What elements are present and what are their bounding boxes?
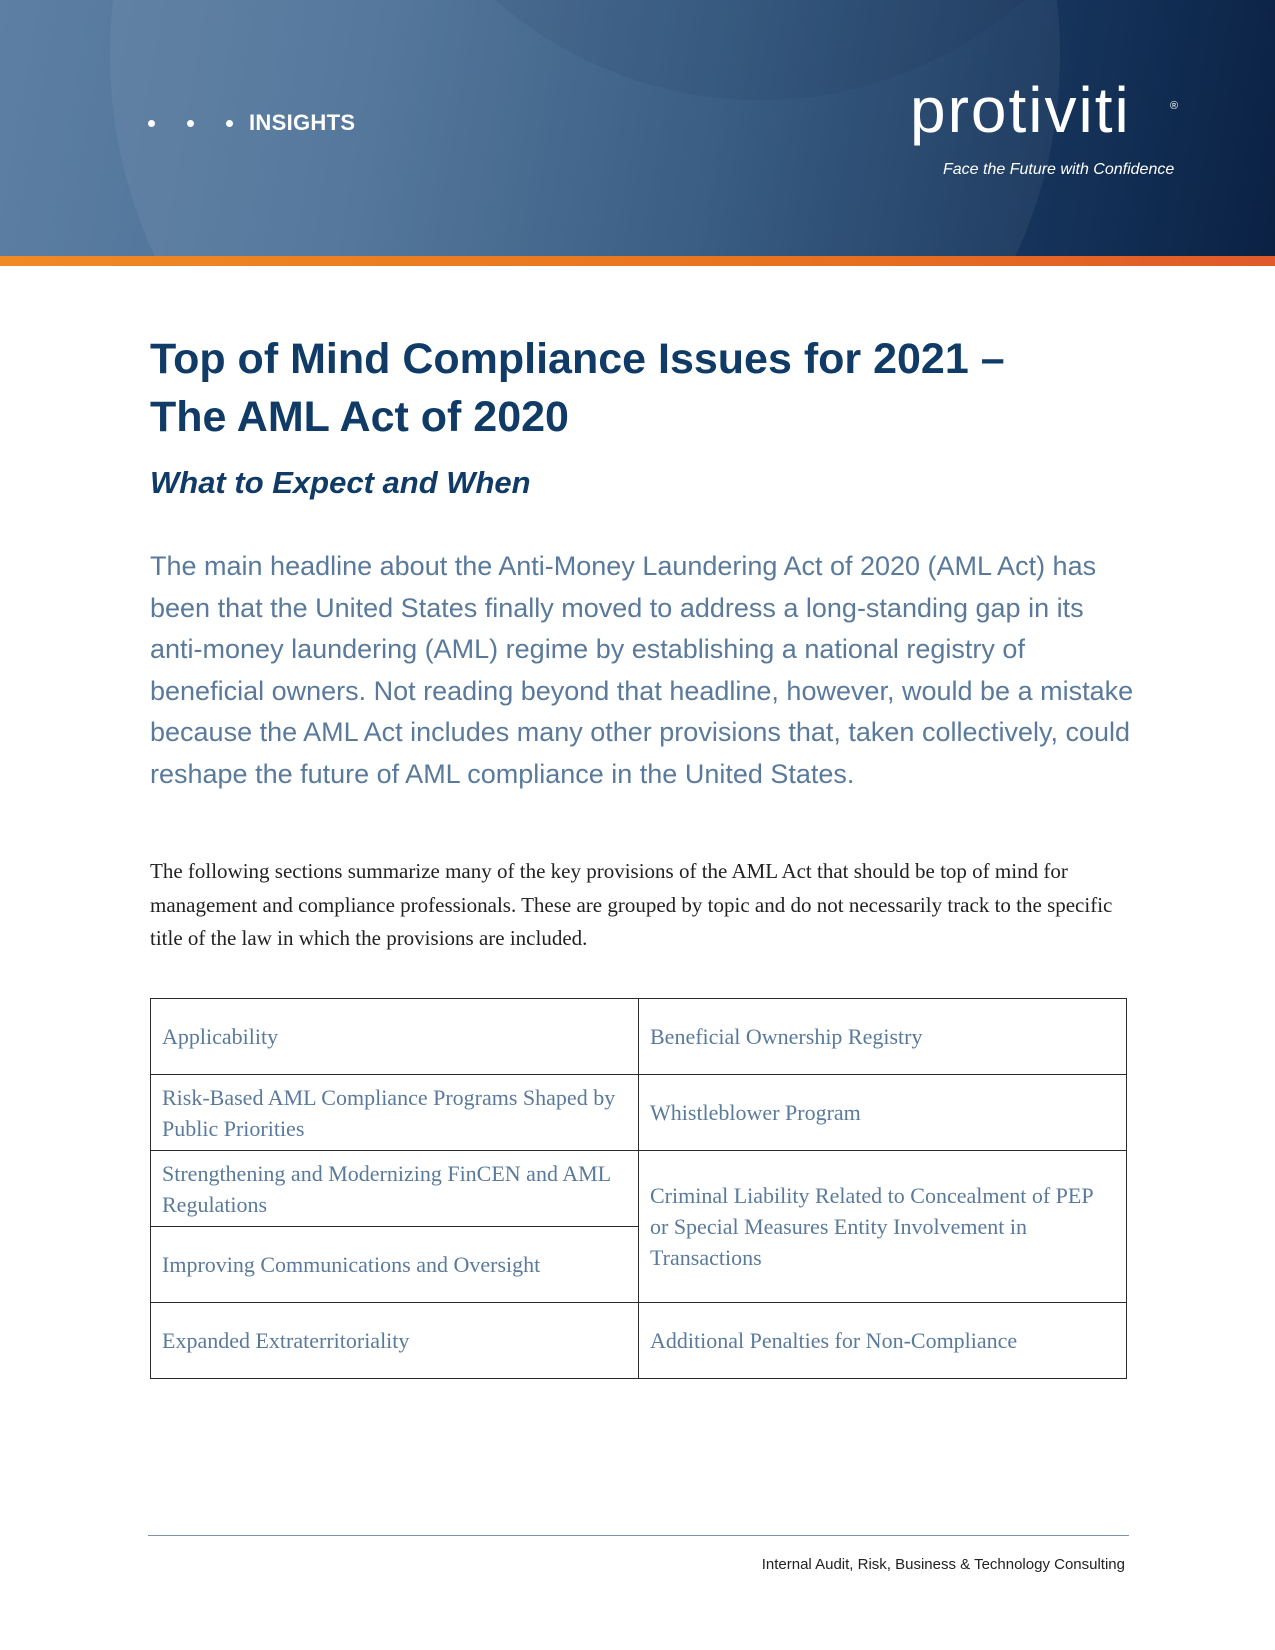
registered-mark: ®	[1170, 100, 1179, 112]
footer-divider	[148, 1535, 1129, 1536]
body-paragraph: The following sections summarize many of the key provisions of the AML Act that should be top of mind for management and compliance professionals. These are grouped by topic and do not necessarily track to the specific title of the law in which the provisions are included.	[150, 859, 1113, 950]
topic-cell: Additional Penalties for Non-Compliance	[639, 1303, 1127, 1379]
page-subtitle: What to Expect and When	[150, 465, 531, 500]
topic-cell: Improving Communications and Oversight	[151, 1227, 639, 1303]
topics-table	[150, 998, 1127, 1379]
topic-cell: Criminal Liability Related to Concealment of PEP or Special Measures Entity Involvement in Transactions	[639, 1151, 1127, 1303]
section-label	[148, 110, 355, 136]
topic-cell: Strengthening and Modernizing FinCEN and AML Regulations	[151, 1151, 639, 1227]
topic-cell: Applicability	[151, 999, 639, 1075]
table-row	[151, 1075, 1127, 1151]
topic-cell: Beneficial Ownership Registry	[639, 999, 1127, 1075]
table-row	[151, 1303, 1127, 1379]
title-line-1: Top of Mind Compliance Issues for 2021 –	[150, 335, 1005, 383]
topic-cell: Risk-Based AML Compliance Programs Shaped by Public Priorities	[151, 1075, 639, 1151]
table-row	[151, 999, 1127, 1075]
dots-icon	[148, 120, 233, 127]
topic-cell: Whistleblower Program	[639, 1075, 1127, 1151]
title-line-2: The AML Act of 2020	[150, 393, 569, 441]
logo-tagline: Face the Future with Confidence	[943, 161, 1175, 178]
logo-wordmark: protiviti	[910, 74, 1131, 146]
section-label-text: INSIGHTS	[249, 110, 356, 135]
accent-stripe	[0, 256, 1275, 266]
protiviti-logo	[910, 74, 1190, 146]
footer-text: Internal Audit, Risk, Business & Technology Consulting	[761, 1556, 1125, 1573]
lead-paragraph: The main headline about the Anti-Money Laundering Act of 2020 (AML Act) has been that the United States finally moved to address a long-standing gap in its anti-money laundering (AML) regime by establishing a national registry of beneficial owners. Not reading beyond that headline, however, would be a mistake because the AML Act includes many other provisions that, taken collectively, could reshape the future of AML compliance in the United States.	[150, 551, 1134, 789]
page-title	[150, 330, 1150, 446]
topic-cell: Expanded Extraterritoriality	[151, 1303, 639, 1379]
table-row	[151, 1151, 1127, 1227]
